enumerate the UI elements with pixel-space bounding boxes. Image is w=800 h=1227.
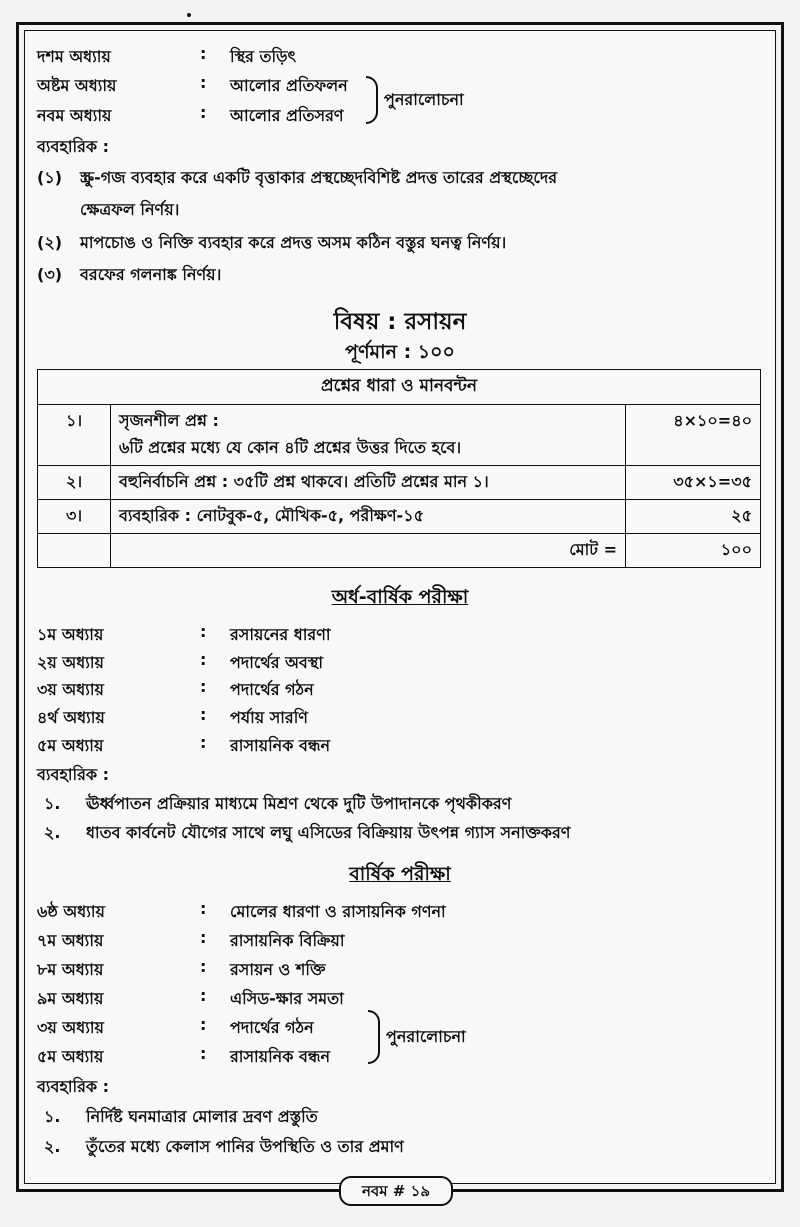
practical-number: ২. [44,1137,61,1156]
chapter-topic: রসায়নের ধারণা [230,625,331,644]
chapter-label: ২য় অধ্যায় [37,653,104,672]
row-description [111,405,626,466]
row-number: ৩। [38,500,111,534]
table-header-row [38,370,761,405]
colon: : [200,650,207,669]
chapter-topic: পদার্থের গঠন [230,1018,314,1037]
chapter-label: ৯ম অধ্যায় [37,989,104,1008]
chapter-topic: পর্যায় সারণি [230,708,308,727]
colon: : [200,677,207,696]
chapter-topic: এসিড-ক্ষার সমতা [230,989,344,1008]
full-marks: পূর্ণমান : ১০০ [345,341,455,363]
chapter-topic: রাসায়নিক বন্ধন [230,736,331,755]
chapter-topic: রাসায়নিক বিক্রিয়া [230,931,345,950]
empty-cell [38,534,111,568]
chapter-topic: পদার্থের অবস্থা [230,653,324,672]
review-brace [366,76,378,124]
practical-heading: ব্যবহারিক : [37,137,110,156]
speck [187,13,191,17]
practical-text: ঊর্ধ্বপাতন প্রক্রিয়ার মাধ্যমে মিশ্রণ থেকে দুটি উপাদানকে পৃথকীকরণ [86,794,512,813]
practical-number: (৩) [37,265,63,284]
table-header: প্রশ্নের ধারা ও মানবন্টন [38,370,761,405]
colon: : [200,73,207,92]
table-row [38,405,761,466]
row-number: ১। [38,405,111,466]
review-label: পুনরালোচনা [384,90,464,109]
chapter-label: অষ্টম অধ্যায় [37,76,117,95]
half-yearly-title: অর্ধ-বার্ষিক পরীক্ষা [331,586,469,608]
practical-text: বরফের গলনাঙ্ক নির্ণয়। [80,265,222,284]
colon: : [200,957,207,976]
row-description: বহুনির্বাচনি প্রশ্ন : ৩৫টি প্রশ্ন থাকবে। প্রতিটি প্রশ্নের মান ১। [111,466,626,500]
chapter-topic: আলোর প্রতিসরণ [230,106,344,125]
total-label: মোট = [111,534,626,568]
chapter-label: ১ম অধ্যায় [37,625,104,644]
chapter-topic: রসায়ন ও শক্তি [230,960,326,979]
chapter-topic: স্থির তড়িৎ [230,47,297,66]
practical-number: ২. [44,823,61,842]
annual-title: বার্ষিক পরীক্ষা [349,863,451,885]
subject-title: বিষয় : রসায়ন [333,309,467,335]
colon: : [200,103,207,122]
total-value: ১০০ [626,534,761,568]
colon: : [200,733,207,752]
table-row [38,466,761,500]
colon: : [200,44,207,63]
row-marks: ২৫ [626,500,761,534]
chapter-label: ৬ষ্ঠ অধ্যায় [37,902,105,921]
practical-number: (১) [37,168,63,187]
row-number: ২। [38,466,111,500]
colon: : [200,899,207,918]
practical-text-continued: ক্ষেত্রফল নির্ণয়। [80,200,180,219]
chapter-topic: আলোর প্রতিফলন [230,76,348,95]
table-total-row [38,534,761,568]
practical-number: (২) [37,233,63,252]
colon: : [200,622,207,641]
chapter-label: ৩য় অধ্যায় [37,1018,104,1037]
colon: : [200,1044,207,1063]
practical-heading: ব্যবহারিক : [37,1077,110,1096]
chapter-topic: মোলের ধারণা ও রাসায়নিক গণনা [230,902,446,921]
practical-number: ১. [44,794,61,813]
chapter-label: ৩য় অধ্যায় [37,680,104,699]
review-label: পুনরালোচনা [386,1027,466,1046]
row-marks: ৪×১০=৪০ [626,405,761,466]
colon: : [200,1015,207,1034]
marks-distribution-table [37,369,761,568]
chapter-label: দশম অধ্যায় [37,47,111,66]
chapter-label: ৪র্থ অধ্যায় [37,708,105,727]
practical-text: তুঁতের মধ্যে কেলাস পানির উপস্থিতি ও তার প্রমাণ [86,1137,404,1156]
page-number-badge: নবম # ১৯ [339,1176,453,1206]
chapter-label: ৫ম অধ্যায় [37,1047,104,1066]
practical-heading: ব্যবহারিক : [37,765,110,784]
chapter-label: ৭ম অধ্যায় [37,931,104,950]
table-row [38,500,761,534]
review-brace [368,1010,380,1064]
chapter-topic: রাসায়নিক বন্ধন [230,1047,331,1066]
row-detail: ৬টি প্রশ্নের মধ্যে যে কোন ৪টি প্রশ্নের উত্তর দিতে হবে। [119,438,462,457]
practical-text: ধাতব কার্বনেট যৌগের সাথে লঘু এসিডের বিক্রিয়ায় উৎপন্ন গ্যাস সনাক্তকরণ [86,823,571,842]
row-title: সৃজনশীল প্রশ্ন : [119,411,219,430]
row-description: ব্যবহারিক : নোটবুক-৫, মৌখিক-৫, পরীক্ষণ-১৫ [111,500,626,534]
chapter-label: নবম অধ্যায় [37,106,112,125]
chapter-label: ৮ম অধ্যায় [37,960,104,979]
colon: : [200,928,207,947]
practical-text: মাপচোঙ ও নিক্তি ব্যবহার করে প্রদত্ত অসম কঠিন বস্তুর ঘনত্ব নির্ণয়। [80,233,507,252]
practical-number: ১. [44,1107,61,1126]
chapter-topic: পদার্থের গঠন [230,680,314,699]
colon: : [200,986,207,1005]
row-marks: ৩৫×১=৩৫ [626,466,761,500]
practical-text: স্ক্রু-গজ ব্যবহার করে একটি বৃত্তাকার প্রস্থচ্ছেদবিশিষ্ট প্রদত্ত তারের প্রস্থচ্ছেদের [80,168,558,187]
practical-text: নির্দিষ্ট ঘনমাত্রার মোলার দ্রবণ প্রস্তুতি [86,1107,318,1126]
colon: : [200,705,207,724]
chapter-label: ৫ম অধ্যায় [37,736,104,755]
